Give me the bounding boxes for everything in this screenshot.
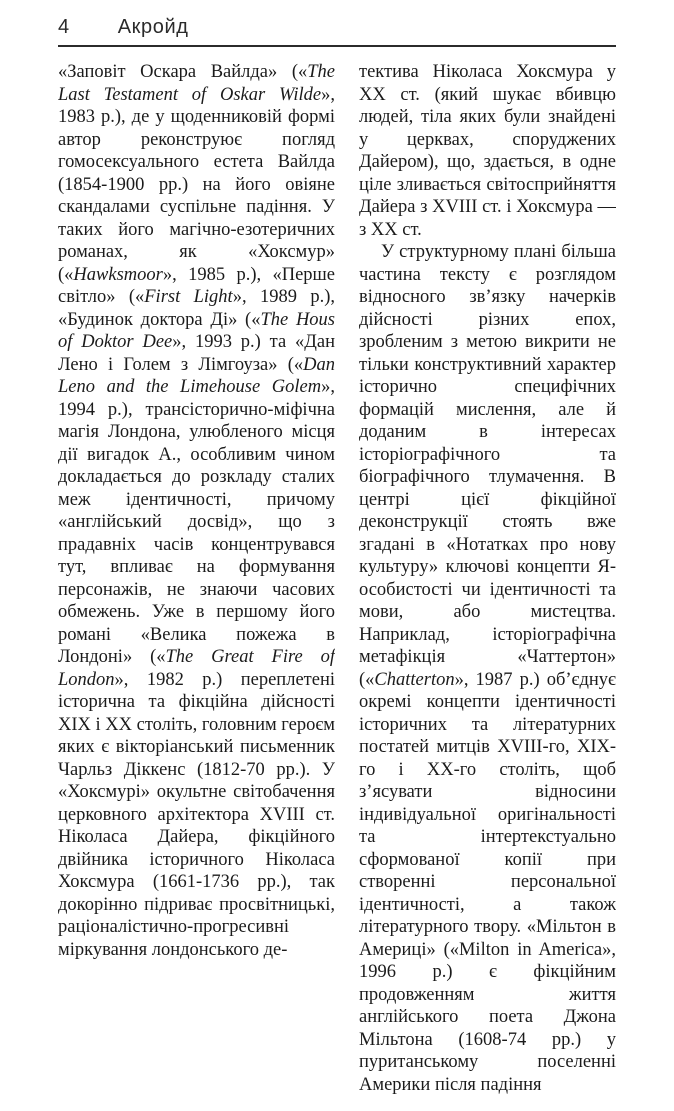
paragraph bbox=[359, 241, 616, 1096]
work-title-italic: Chatterton bbox=[374, 669, 455, 690]
text-segment: », 1987 р.) об’єднує окремі концепти ідентичності історичних та літературних постатей митців XVIII-го, XIX-го і XX-го століть, щоб з’ясувати відносини індивідуальної оригінальності та інтертекстуально сформованої копії при створенні персональної ідентичності, а також літературного твору. «Мільтон в Америці» («Milton in America», 1996 р.) є фікційним продовженням життя англійського поета Джона Мільтона (1608-74 рр.) у пуританському поселенні Америки після падіння bbox=[359, 669, 616, 1095]
text-segment: », 1983 р.), де у щоденниковій формі автор реконструює погляд гомосексуального естета Вайлда (1854-1900 рр.) на його овіяне скандалами суспільне падіння. У таких його магічно-езотеричних романах, як «Хоксмур» (« bbox=[58, 84, 335, 285]
text-segment: », 1982 р.) переплетені історична та фікційна дійсності XIX і XX століть, головним героєм яких є вікторіанський письменник Чарльз Діккенс (1812-70 рр.). У «Хоксмурі» окультне світобачення церковного архітектора XVIII ст. Ніколаса Дайера, фікційного двійника історичного Ніколаса Хоксмура (1661-1736 рр.), так докорінно підриває просвітницькі, раціоналістично-прогресивні міркування лондонського де- bbox=[58, 669, 335, 960]
work-title-italic: Dan Leno and the Limehouse Golem bbox=[58, 354, 335, 397]
work-title-italic: First Light bbox=[144, 287, 233, 307]
text-segment: », 1994 р.), трансісторично-міфічна магія Лондона, улюбленого місця дії вигадок А., особливим чином докладається до розкладу сталих меж ідентичності, причому «англійський досвід», що з прадавніх часів концентрувався тут, впливає на формування персонажів, не знаючи часових обмежень. Уже в першому його романі «Велика пожежа в Лондоні» (« bbox=[58, 377, 335, 667]
paragraph bbox=[359, 61, 616, 241]
work-title-italic: The Great Fire of London bbox=[58, 647, 335, 690]
column-right bbox=[359, 61, 616, 1096]
text-columns bbox=[0, 47, 674, 1096]
column-left bbox=[58, 61, 335, 1096]
paragraph bbox=[58, 61, 335, 961]
text-segment: », 1993 р.) та «Дан Лено і Голем з Лімгоуза» (« bbox=[58, 332, 335, 375]
work-title-italic: The Hous of Doktor Dee bbox=[58, 309, 335, 352]
text-segment: », 1989 р.), «Будинок доктора Ді» (« bbox=[58, 287, 335, 330]
text-segment: У структурному плані більша частина тексту є розглядом відносного зв’язку начерків дійсності різних епох, зробленим з метою викрити не тільки конструктивний характер історично специфічних формацій мислення, але й доданим в інтересах історіографічного та біографічного тлумачення. В центрі цієї фікційної деконструкції стоять вже згадані в «Нотатках про нову культуру» ключові концепти Я-особистості чи ідентичності та мови, або мистецтва. Наприклад, історіографічна метафікція «Чаттертон» (« bbox=[359, 242, 616, 690]
work-title-italic: Hawksmoor bbox=[73, 264, 163, 285]
text-segment: тектива Ніколаса Хоксмура у XX ст. (який шукає вбивцю людей, тіла яких були знайдені у церквах, споруджених Дайером), що, здається, в одне ціле зливається світосприйняття Дайера з XVIII ст. і Хоксмура — з XX ст. bbox=[359, 62, 616, 240]
work-title-italic: The Last Testament of Oskar Wilde bbox=[58, 62, 335, 105]
text-segment: », 1985 р.), «Перше світло» (« bbox=[58, 264, 335, 307]
header-title: Акройд bbox=[117, 16, 189, 38]
running-header bbox=[0, 0, 674, 39]
text-segment: «Заповіт Оскара Вайлда» (« bbox=[58, 62, 308, 82]
page-number: 4 bbox=[58, 16, 70, 38]
